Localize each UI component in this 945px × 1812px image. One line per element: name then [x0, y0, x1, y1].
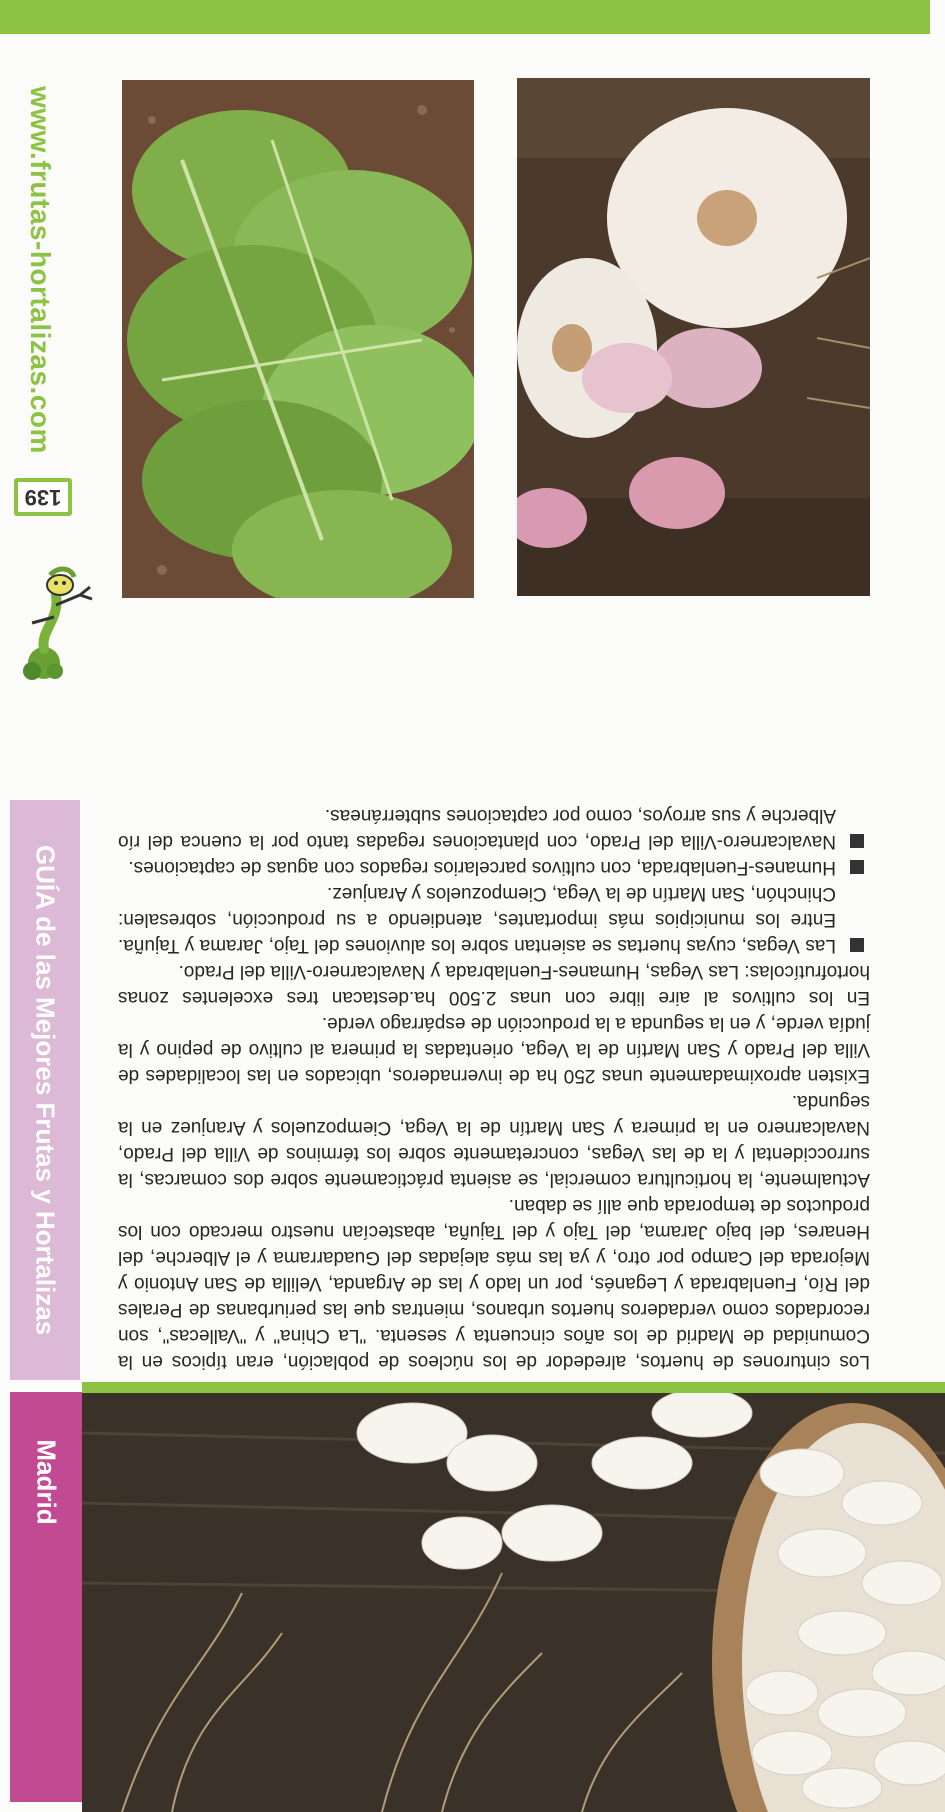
- paragraph: Actualmente, la horticultura comercial, se asienta prácticamente sobre dos comarcas, la surroccidental y la de las Vegas, concretamente sobre los términos de Villa del Prado, Navalcarnero en la primera y San Martín de la Vega, Ciempozuelos y Aranjuez en la segunda.: [118, 1091, 870, 1190]
- website-url-text: www.frutas-hortalizas.com: [25, 86, 56, 454]
- beans-photo: [82, 1393, 945, 1812]
- garlic-photo: [517, 78, 870, 596]
- list-item-text: Las Vegas, cuyas huertas se asientan sobre los aluviones del Tajo, Jarama y Tajuña. Entre los municipios más importantes, atendiendo a su producción, sobresalen: Chinchón, San Martín de la Vega, Ciempozuelos y Aranjuez.: [118, 883, 836, 956]
- list-item: [118, 880, 870, 958]
- top-green-band: [0, 0, 930, 34]
- zones-list: [118, 802, 870, 958]
- list-item-text: Humanes-Fuenlabrada, con cultivos parcelarios regados con aguas de captaciones.: [128, 857, 836, 878]
- page-number: 139: [24, 485, 62, 510]
- list-item: [118, 802, 870, 854]
- paragraph: Existen aproximadamente unas 250 ha de invernaderos, ubicados en las localidades de Villa del Prado y San Martín de la Vega, orientadas la primera al cultivo de pepino y la judía verde, y en la segunda a la producción de espárrago verde.: [118, 1013, 870, 1086]
- mascot-logo: [10, 525, 95, 685]
- guide-title-strip: [10, 800, 80, 1380]
- website-url[interactable]: [20, 86, 60, 454]
- mascot-icon: [23, 569, 92, 680]
- guide-title: GUÍA de las Mejores Frutas y Hortalizas: [30, 844, 61, 1336]
- body-text: [118, 612, 870, 1374]
- bullet-square-icon: [850, 860, 864, 874]
- bullet-square-icon: [850, 834, 864, 848]
- list-item: [118, 854, 870, 880]
- page-number-badge: [14, 478, 72, 516]
- paragraph: En los cultivos al aire libre con unas 2.500 ha.destacan tres excelentes zonas hortofrutícolas: Las Vegas, Humanes-Fuenlabrada y Navalcarnero-Villa del Prado.: [118, 961, 870, 1008]
- bullet-square-icon: [850, 938, 864, 952]
- region-label: Madrid: [31, 1439, 62, 1525]
- lettuce-photo: [122, 80, 474, 598]
- region-strip: [10, 1392, 82, 1802]
- list-item-text: Navalcarnero-Villa del Prado, con plantaciones regadas tanto por la cuenca del río Alberche y sus arroyos, como por captaciones subterráneas.: [118, 805, 836, 852]
- paragraph: Los cinturones de huertos, alrededor de los núcleos de población, eran típicos en la Comunidad de Madrid de los años cincuenta y sesenta. "La China" y "Vallecas", son recordados como verdaderos huertos urbanos, mientras que las periurbanas de Perales del Río, Fuenlabrada y Leganés, por un lado y las de Arganda, Velilla de San Antonio y Mejorada del Campo por otro, y ya las más alejadas del Guadarrama y el Alberche, del Henares, del bajo Jarama, del Tajo y del Tajuña, abastecían nuestro mercado con los productos de temporada que allí se daban.: [118, 1195, 870, 1372]
